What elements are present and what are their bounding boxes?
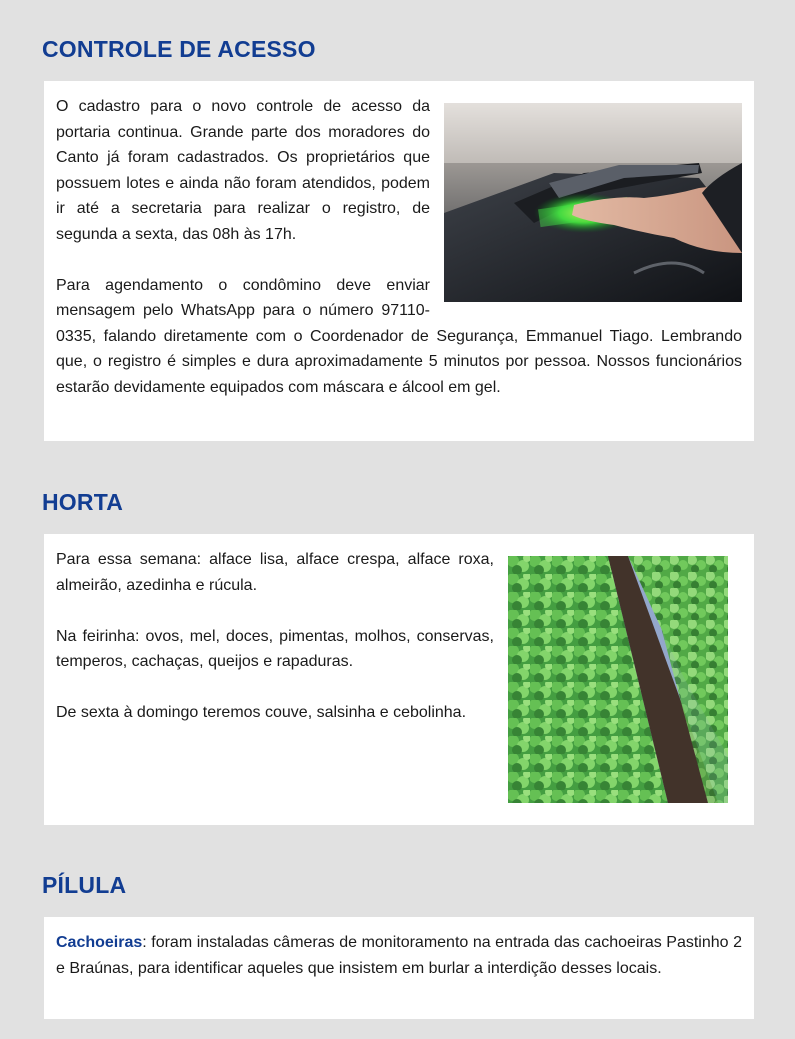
lettuce-photo	[508, 556, 728, 803]
garden-paragraph-3: De sexta à domingo teremos couve, salsinha e cebolinha.	[56, 704, 467, 721]
garden-card	[44, 534, 754, 825]
access-paragraph-1: O cadastro para o novo controle de acesso da portaria continua. Grande parte dos moradores do Canto já foram cadastrados. Os proprietários que possuem lotes e ainda não foram atendidos, podem ir até a secretaria para realizar o registro, de segunda a sexta, das 08h às 17h.	[56, 98, 430, 243]
pill-paragraph	[56, 930, 742, 981]
pill-text: : foram instaladas câmeras de monitoramento na entrada das cachoeiras Pastinho 2 e Braúnas, para identificar aqueles que insistem em burlar a interdição desses locais.	[56, 934, 742, 977]
section-title-garden: HORTA	[42, 489, 124, 515]
section-title-pill: PÍLULA	[42, 872, 127, 898]
section-title-access: CONTROLE DE ACESSO	[42, 36, 316, 62]
pill-card	[44, 917, 754, 1019]
garden-paragraph-2: Na feirinha: ovos, mel, doces, pimentas, molhos, conservas, temperos, cachaças, queijos e rapaduras.	[56, 627, 494, 670]
garden-paragraph-1: Para essa semana: alface lisa, alface crespa, alface roxa, almeirão, azedinha e rúcula.	[56, 551, 494, 594]
access-paragraph-2: Para agendamento o condômino deve enviar mensagem pelo WhatsApp para o número 97110-0335, falando diretamente com o Coordenador de Segurança, Emmanuel Tiago. Lembrando que, o registro é simples e dura aproximadamente 5 minutos por pessoa. Nossos funcionários estarão devidamente equipados com máscara e álcool em gel.	[56, 276, 742, 396]
garden-image	[508, 547, 742, 803]
access-card	[44, 81, 754, 441]
biometric-reader-photo	[444, 103, 742, 302]
access-image	[444, 94, 742, 302]
pill-highlight: Cachoeiras	[56, 934, 143, 951]
